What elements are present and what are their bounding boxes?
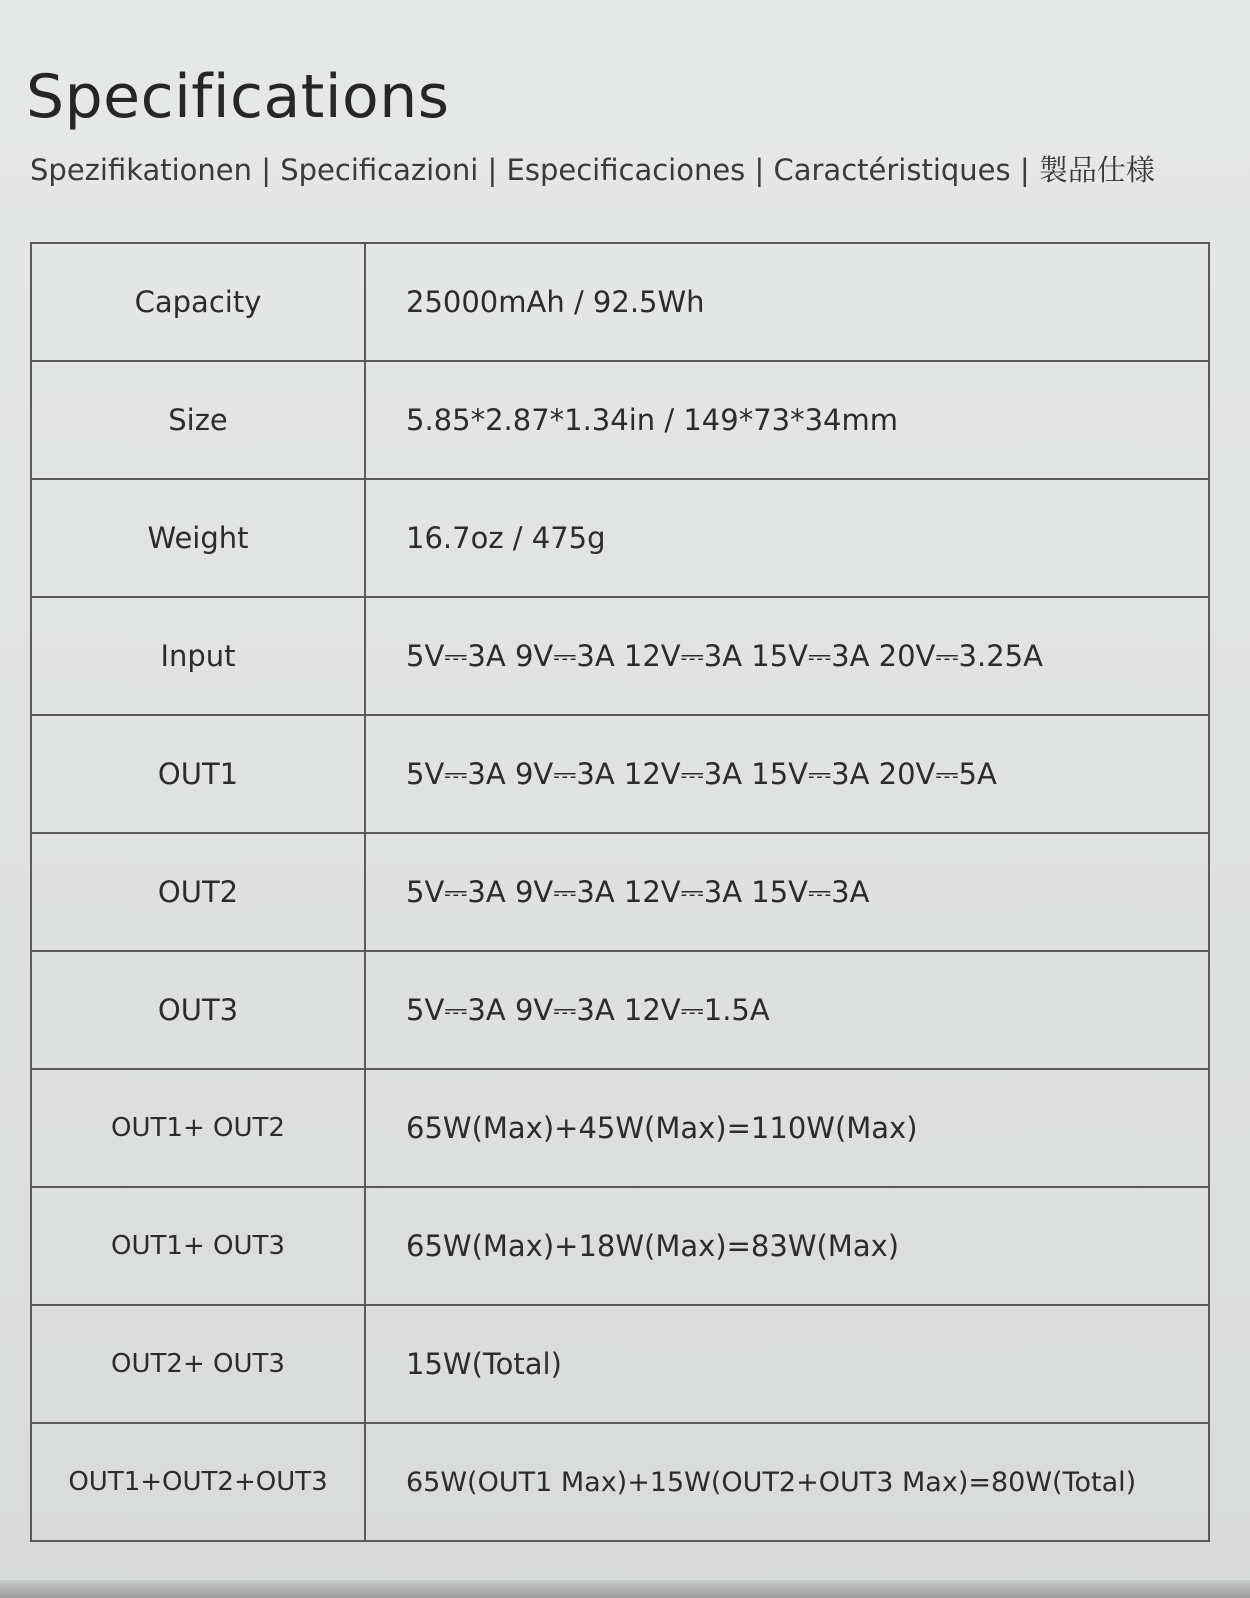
spec-label: OUT3 — [31, 951, 365, 1069]
spec-value: 65W(OUT1 Max)+15W(OUT2+OUT3 Max)=80W(Total) — [365, 1423, 1209, 1541]
spec-label: Weight — [31, 479, 365, 597]
spec-row-weight — [31, 479, 1209, 597]
spec-row-capacity — [31, 243, 1209, 361]
page-subtitle: Spezifikationen | Specificazioni | Especificaciones | Caractéristiques | 製品仕様 — [30, 153, 1155, 187]
spec-value: 5V⎓3A 9V⎓3A 12V⎓1.5A — [365, 951, 1209, 1069]
spec-value: 15W(Total) — [365, 1305, 1209, 1423]
spec-label: OUT2+ OUT3 — [31, 1305, 365, 1423]
spec-value: 65W(Max)+45W(Max)=110W(Max) — [365, 1069, 1209, 1187]
page-edge-shadow — [0, 1580, 1250, 1598]
spec-row-out1 — [31, 715, 1209, 833]
spec-label: OUT1+ OUT3 — [31, 1187, 365, 1305]
spec-row-out2 — [31, 833, 1209, 951]
spec-value: 25000mAh / 92.5Wh — [365, 243, 1209, 361]
spec-row-out1-out2 — [31, 1069, 1209, 1187]
spec-row-input — [31, 597, 1209, 715]
spec-row-size — [31, 361, 1209, 479]
spec-value: 5.85*2.87*1.34in / 149*73*34mm — [365, 361, 1209, 479]
spec-value: 65W(Max)+18W(Max)=83W(Max) — [365, 1187, 1209, 1305]
spec-label: OUT2 — [31, 833, 365, 951]
spec-value: 5V⎓3A 9V⎓3A 12V⎓3A 15V⎓3A 20V⎓5A — [365, 715, 1209, 833]
spec-label: OUT1+ OUT2 — [31, 1069, 365, 1187]
spec-row-out2-out3 — [31, 1305, 1209, 1423]
spec-value: 5V⎓3A 9V⎓3A 12V⎓3A 15V⎓3A 20V⎓3.25A — [365, 597, 1209, 715]
spec-row-out3 — [31, 951, 1209, 1069]
spec-label: Size — [31, 361, 365, 479]
spec-label: Input — [31, 597, 365, 715]
spec-row-out1-out3 — [31, 1187, 1209, 1305]
spec-value: 5V⎓3A 9V⎓3A 12V⎓3A 15V⎓3A — [365, 833, 1209, 951]
spec-label: OUT1+OUT2+OUT3 — [31, 1423, 365, 1541]
spec-value: 16.7oz / 475g — [365, 479, 1209, 597]
page-title: Specifications — [26, 62, 450, 132]
spec-label: Capacity — [31, 243, 365, 361]
spec-label: OUT1 — [31, 715, 365, 833]
spec-row-out1-out2-out3 — [31, 1423, 1209, 1541]
specifications-table — [30, 242, 1210, 1542]
